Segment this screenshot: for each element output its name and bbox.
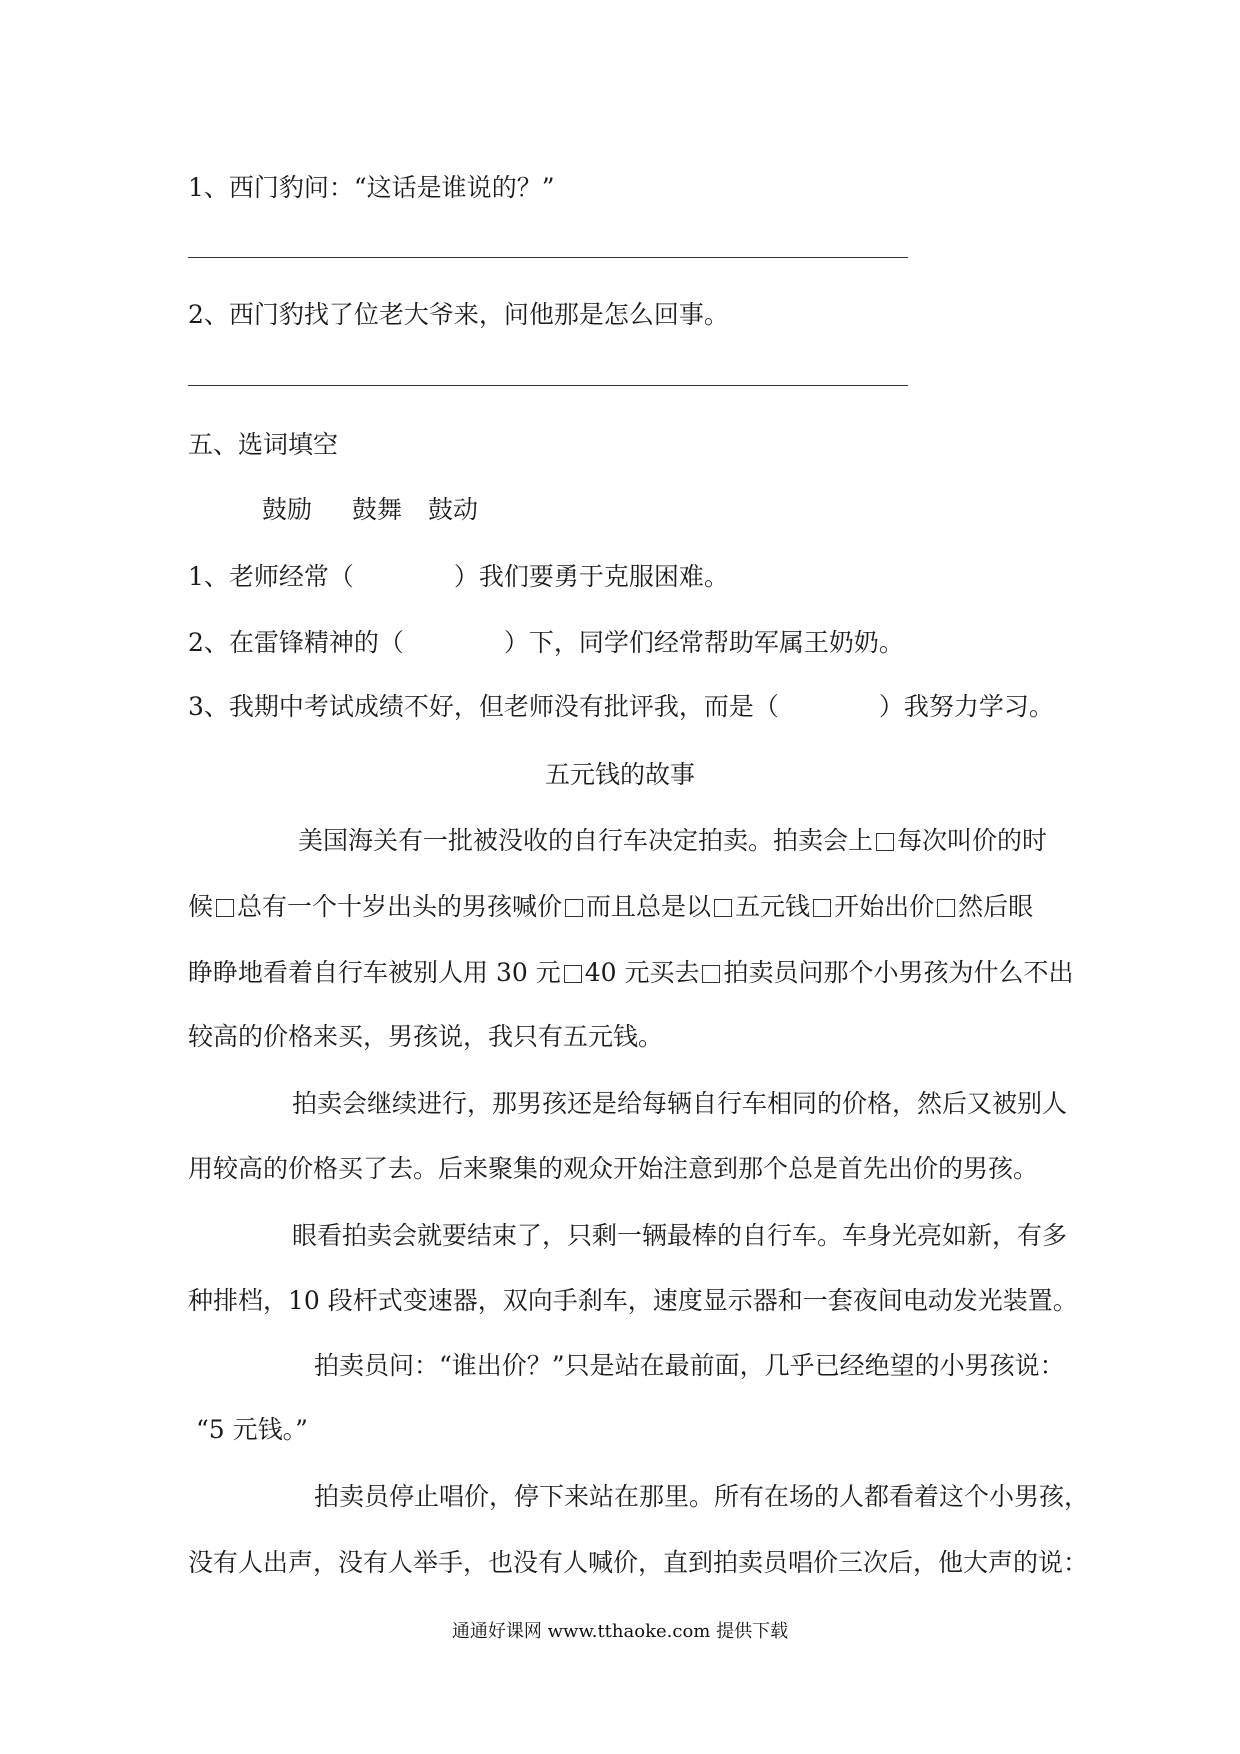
word-bank-word-1: 鼓励: [262, 495, 313, 524]
q5-sentence-1-end: ）我们要勇于克服困难。: [453, 562, 729, 591]
story-p3-line-1: 眼看拍卖会就要结束了，只剩一辆最棒的自行车。车身光亮如新，有多: [292, 1221, 1068, 1250]
q4-item-2: 2、西门豹找了位老大爷来，问他那是怎么回事。: [188, 300, 729, 329]
missing-punct-box: [564, 965, 582, 983]
q5-sentence-3-start: 3、我期中考试成绩不好，但老师没有批评我，而是（: [188, 692, 779, 721]
answer-line-2: [188, 385, 908, 386]
missing-punct-box: [876, 833, 894, 851]
missing-punct-box: [714, 899, 732, 917]
story-p1-line-1: [298, 824, 1047, 858]
q5-heading: 五、选词填空: [188, 430, 339, 459]
missing-punct-box: [702, 965, 720, 983]
story-p5-line-1: 拍卖员停止唱价，停下来站在那里。所有在场的人都看着这个小男孩，: [314, 1482, 1090, 1511]
story-p1-line-4: 较高的价格来买，男孩说，我只有五元钱。: [188, 1022, 664, 1051]
story-p5-line-2: 没有人出声，没有人举手，也没有人喊价，直到拍卖员唱价三次后，他大声的说：: [188, 1548, 1089, 1577]
p1-l3-c: 拍卖员问那个小男孩为什么不出: [723, 958, 1074, 987]
word-bank-word-2: 鼓舞: [352, 495, 403, 524]
footer-credit: 通通好课网 www.tthaoke.com 提供下载: [451, 1621, 789, 1642]
answer-line-1: [188, 257, 908, 258]
p1-l2-f: 然后眼: [958, 892, 1034, 921]
word-bank-word-3: 鼓动: [428, 495, 479, 524]
story-p1-line-3: [188, 956, 1074, 990]
q5-sentence-3-end: ）我努力学习。: [878, 692, 1054, 721]
p1-l2-e: 开始出价: [834, 892, 935, 921]
p1-l1-a: 美国海关有一批被没收的自行车决定拍卖。拍卖会上: [298, 826, 874, 855]
p1-l2-a: 候: [188, 892, 214, 921]
p1-l3-b: 40 元买去: [584, 958, 700, 987]
missing-punct-box: [937, 899, 955, 917]
p1-l2-b: 总有一个十岁出头的男孩喊价: [237, 892, 563, 921]
q5-sentence-3: [188, 690, 1054, 724]
story-p1-line-2: [188, 890, 1033, 924]
story-p2-line-2: 用较高的价格买了去。后来聚集的观众开始注意到那个总是首先出价的男孩。: [188, 1154, 1039, 1183]
q5-sentence-1-start: 1、老师经常（: [188, 562, 354, 591]
q5-sentence-2-end: ）下，同学们经常帮助军属王奶奶。: [503, 628, 904, 657]
p1-l2-d: 五元钱: [735, 892, 811, 921]
missing-punct-box: [216, 899, 234, 917]
q5-sentence-2: [188, 626, 904, 660]
story-title: 五元钱的故事: [544, 760, 695, 789]
q4-item-1: 1、西门豹问：“这话是谁说的？”: [188, 173, 555, 202]
story-p4-line-2: “5 元钱。”: [196, 1415, 308, 1444]
missing-punct-box: [813, 899, 831, 917]
story-p2-line-1: 拍卖会继续进行，那男孩还是给每辆自行车相同的价格，然后又被别人: [292, 1089, 1068, 1118]
q5-sentence-1: [188, 560, 729, 594]
q5-sentence-2-start: 2、在雷锋精神的（: [188, 628, 404, 657]
story-p3-line-2: 种排档，10 段杆式变速器，双向手刹车，速度显示器和一套夜间电动发光装置。: [188, 1286, 1078, 1315]
p1-l1-b: 每次叫价的时: [897, 826, 1048, 855]
missing-punct-box: [565, 899, 583, 917]
story-p4-line-1: 拍卖员问：“谁出价？”只是站在最前面，几乎已经绝望的小男孩说：: [314, 1351, 1065, 1380]
word-bank: [262, 493, 478, 527]
p1-l2-c: 而且总是以: [586, 892, 712, 921]
p1-l3-a: 睁睁地看着自行车被别人用 30 元: [188, 958, 561, 987]
